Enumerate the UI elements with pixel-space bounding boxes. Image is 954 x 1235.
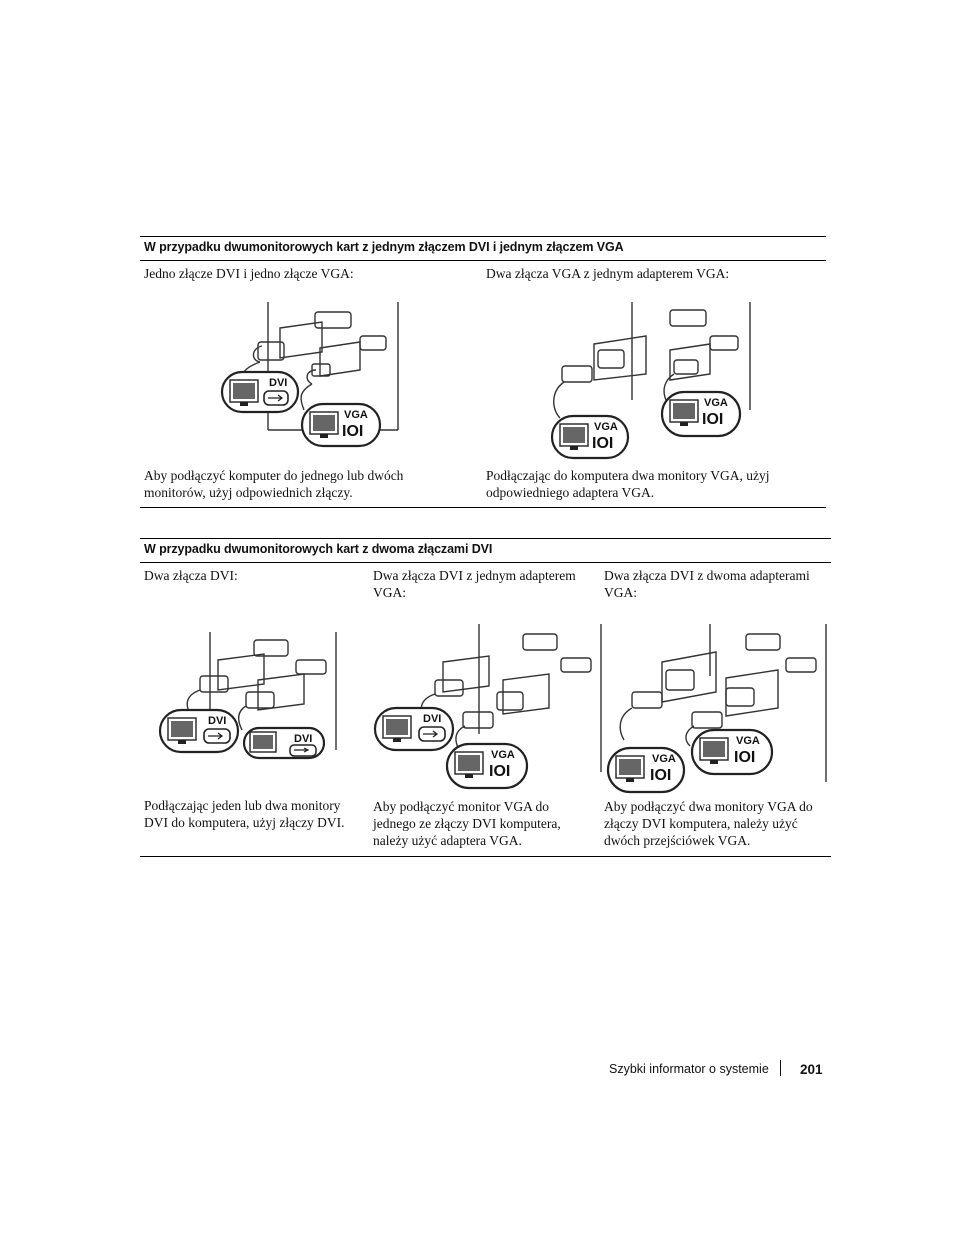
figure-label: VGA xyxy=(652,753,676,765)
vga-badge-icon xyxy=(662,392,740,436)
header-rule xyxy=(140,562,831,563)
vga-badge-icon xyxy=(692,730,772,774)
vga-badge-icon xyxy=(608,748,684,792)
column-title: Dwa złącza DVI z dwoma adapterami VGA: xyxy=(604,568,810,600)
svg-text:IOI: IOI xyxy=(650,767,672,784)
table-header: W przypadku dwumonitorowych kart z jednym złączem DVI i jednym złączem VGA xyxy=(144,240,624,254)
dual-dvi-table xyxy=(140,538,831,858)
table-top-rule xyxy=(140,538,831,539)
column-caption: Podłączając jeden lub dwa monitory DVI do komputera, użyj złączy DVI. xyxy=(144,798,345,830)
column-title: Dwa złącza DVI: xyxy=(144,568,238,583)
column-caption: Aby podłączyć komputer do jednego lub dwóch monitorów, użyj odpowiednich złączy. xyxy=(144,468,404,500)
figure-label: VGA xyxy=(344,409,368,421)
dvi-vga-table xyxy=(140,236,826,508)
vga-badge-icon xyxy=(447,744,527,788)
figure-label: VGA xyxy=(491,749,515,761)
figure-label: DVI xyxy=(423,713,442,725)
figure-label: DVI xyxy=(208,715,227,727)
dvi-badge-icon xyxy=(222,372,298,412)
column-title: Jedno złącze DVI i jedno złącze VGA: xyxy=(144,266,354,281)
svg-text:IOI: IOI xyxy=(489,763,511,780)
vga-badge-icon xyxy=(302,404,380,446)
figure-label: VGA xyxy=(736,735,760,747)
svg-text:IOI: IOI xyxy=(342,423,364,440)
dvi-vga-adapter-figure xyxy=(373,622,603,790)
column-caption: Podłączając do komputera dwa monitory VGA, użyj odpowiedniego adaptera VGA. xyxy=(486,468,770,500)
footer-divider xyxy=(780,1060,781,1076)
svg-text:IOI: IOI xyxy=(734,749,756,766)
svg-text:IOI: IOI xyxy=(702,411,724,428)
vga-badge-icon xyxy=(552,416,628,458)
figure-label: VGA xyxy=(594,421,618,433)
table-header: W przypadku dwumonitorowych kart z dwoma złączami DVI xyxy=(144,542,493,556)
dual-dvi-figure xyxy=(158,630,340,760)
table-top-rule xyxy=(140,236,826,237)
dvi-badge-icon xyxy=(375,708,453,750)
header-rule xyxy=(140,260,826,261)
column-caption: Aby podłączyć dwa monitory VGA do złączy DVI komputera, należy użyć dwóch przejściówek VGA. xyxy=(604,799,813,848)
figure-label: DVI xyxy=(294,733,313,745)
dvi-badge-icon xyxy=(244,728,324,758)
figure-label: DVI xyxy=(269,377,288,389)
dvi-vga-connection-figure xyxy=(220,300,410,450)
vga-vga-adapter-figure xyxy=(550,300,760,470)
table-bottom-rule xyxy=(140,507,826,508)
column-title: Dwa złącza VGA z jednym adapterem VGA: xyxy=(486,266,730,281)
figure-label: VGA xyxy=(704,397,728,409)
footer-title: Szybki informator o systemie xyxy=(609,1062,769,1076)
dvi-badge-icon xyxy=(160,710,238,752)
svg-text:IOI: IOI xyxy=(592,435,614,452)
table-bottom-rule xyxy=(140,856,831,857)
column-caption: Aby podłączyć monitor VGA do jednego ze złączy DVI komputera, należy użyć adaptera VGA. xyxy=(373,799,561,848)
column-title: Dwa złącza DVI z jednym adapterem VGA: xyxy=(373,568,576,600)
page-number: 201 xyxy=(800,1062,823,1077)
dual-vga-adapter-figure xyxy=(606,622,830,794)
